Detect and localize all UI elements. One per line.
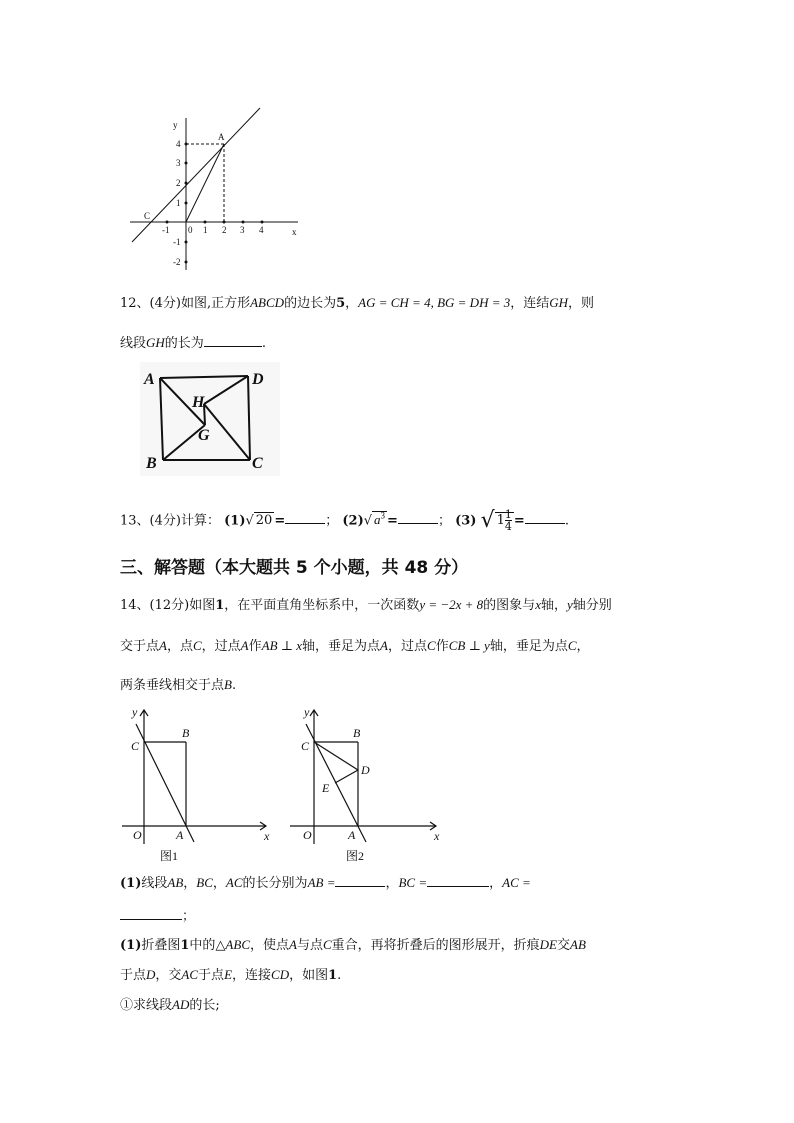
sub2-text: ，连接 (232, 968, 272, 983)
q13-eq: = (274, 513, 286, 529)
q13-part2: (2) (342, 513, 364, 529)
sub2-ac: AC (181, 967, 199, 982)
q12-answer-blank[interactable] (204, 333, 262, 347)
q14-text: ，过点 (201, 639, 241, 654)
q13-radicand3 (495, 508, 514, 534)
q14-text: . (231, 678, 237, 693)
q13-radicand2-base: a (374, 512, 381, 528)
q14-var: B (224, 677, 232, 692)
q12-five: 5 (336, 296, 346, 311)
sub2-text: 于点 (120, 968, 147, 983)
sub2-text: ，使点 (250, 938, 290, 953)
x-tick-2: 2 (222, 225, 227, 235)
sub1-text: ， (385, 876, 399, 891)
tick-dot (185, 162, 188, 165)
q14-text: 作 (248, 639, 262, 654)
fig2-b-label: B (353, 726, 361, 740)
sub2-text: 重合，再将折叠后的图形展开，折痕 (331, 938, 540, 953)
sub1-ab: AB (167, 875, 184, 890)
coordinate-graph (118, 100, 308, 275)
fig2-caption: 图2 (346, 849, 365, 863)
q13-number: 13、 (120, 513, 150, 529)
sub2-number: (1) (120, 938, 142, 953)
q14-perp-cb: CB ⊥ y (448, 638, 490, 653)
q13-radicand2-exp: 3 (380, 511, 386, 521)
q12-end: . (261, 336, 266, 351)
fig2-e-label: E (322, 781, 330, 795)
sub2-text: 交 (557, 938, 571, 953)
sub1-bc-blank[interactable] (427, 873, 489, 887)
q13-mixed-whole: 1 (496, 513, 505, 529)
q13-line (120, 502, 569, 535)
sub2-ab: AB (570, 937, 586, 952)
q14-perp-ab: AB ⊥ x (261, 638, 303, 653)
sub1-ac-eq: AC = (502, 875, 531, 890)
fig1-a-label: A (176, 828, 184, 842)
vertex-c: C (252, 455, 263, 472)
q12-text: ，连结 (510, 296, 550, 311)
q12-abcd: ABCD (250, 295, 285, 310)
q14-text: ，点 (166, 639, 193, 654)
point-a-label: A (218, 132, 225, 142)
fig2-o-label: O (303, 828, 312, 842)
y-tick-neg2: -2 (173, 257, 181, 267)
q14-text: ，过点 (388, 639, 428, 654)
q14-x: x (535, 597, 541, 612)
sub2-text: 折叠图 (141, 938, 181, 953)
tick-dot (185, 241, 188, 244)
sub2-triangle: △ABC (215, 937, 250, 952)
q12-text: ，则 (568, 296, 595, 311)
q14-number: 14、 (120, 598, 150, 613)
q13-part1: (1) (224, 513, 246, 529)
x-tick-3: 3 (240, 225, 245, 235)
sub2-text: ，如图 (289, 968, 329, 983)
sub1-bc-eq: BC = (398, 875, 428, 890)
sub2-cd: CD (271, 967, 290, 982)
sub2-text: 于点 (198, 968, 225, 983)
sqrt-icon: √ (363, 513, 373, 529)
q12-text: 的长为 (164, 336, 204, 351)
q14-text: 轴，垂足为点 (489, 639, 568, 654)
sub2-fig-ref: 1 (180, 938, 190, 953)
q13-fraction-den: 4 (504, 520, 512, 534)
y-axis-label: y (173, 120, 178, 130)
fig1-o-label: O (133, 828, 142, 842)
tick-dot (185, 261, 188, 264)
q14-text: ， (576, 639, 590, 654)
q13-part3: (3) (455, 513, 477, 529)
tick-dot (185, 202, 188, 205)
sub1-line2 (120, 906, 195, 926)
sub1-ab-blank[interactable] (335, 873, 385, 887)
vertex-a: A (144, 371, 155, 388)
x-tick-neg1: -1 (162, 225, 170, 235)
sub2-item1 (120, 996, 220, 1015)
sub1-text: ， (183, 876, 197, 891)
q12-number: 12、 (120, 296, 150, 311)
fig1-x-label: x (264, 829, 270, 843)
sqrt-icon: √ (245, 513, 254, 529)
y-tick-4: 4 (176, 139, 181, 149)
x-tick-0: 0 (188, 225, 193, 235)
vertex-d: D (252, 371, 264, 388)
q14-equation: y = −2x + 8 (419, 597, 484, 612)
tick-dot (166, 221, 169, 224)
sub1-end: ； (182, 909, 196, 924)
q13-answer-blank-2[interactable] (398, 510, 438, 524)
sub2-line1 (120, 936, 586, 955)
fig1-caption: 图1 (160, 849, 179, 863)
q12-line2 (120, 333, 266, 353)
q12-condition: AG = CH = 4, BG = DH = 3 (358, 295, 511, 310)
sub1-ac: AC (225, 875, 243, 890)
q14-line3 (120, 676, 236, 695)
q12-text: ， (345, 296, 359, 311)
point-g: G (198, 427, 210, 444)
q13-radicand2 (372, 511, 387, 527)
sub2-var: E (224, 967, 233, 982)
vertex-b: B (146, 455, 157, 472)
fig2-d-label: D (361, 763, 370, 777)
q12-text: 如图,正方形 (180, 296, 251, 311)
sub2-fig-ref: 1 (328, 968, 338, 983)
q13-end: . (564, 513, 569, 529)
sub1-ac-blank[interactable] (120, 906, 182, 920)
sub1-text: 的长分别为 (242, 876, 308, 891)
q14-text: 如图 (189, 598, 216, 613)
q14-line1 (120, 596, 612, 615)
sub2-item-text: ①求线段 (120, 998, 173, 1013)
q14-text: ，在平面直角坐标系中，一次函数 (224, 598, 420, 613)
sub2-var: A (289, 937, 297, 952)
y-tick-neg1: -1 (173, 237, 181, 247)
q14-fig-ref: 1 (215, 598, 225, 613)
fig2-y-label: y (304, 705, 310, 719)
fig1-c-label: C (131, 739, 140, 753)
q14-text: 两条垂线相交于点 (120, 678, 225, 693)
point-c-label: C (144, 211, 151, 221)
sub2-de: DE (539, 937, 558, 952)
sub1-line1 (120, 873, 531, 893)
square-figure (140, 362, 280, 476)
q13-fraction-num: 1 (504, 508, 512, 522)
sub2-item-text: 的长; (189, 998, 220, 1013)
fig2-segment-de (335, 770, 358, 783)
tick-dot (223, 221, 226, 224)
fig1-b-label: B (182, 726, 190, 740)
q12-score: (4分) (149, 296, 181, 311)
sqrt-icon: √ (480, 507, 495, 533)
q14-y: y (566, 597, 573, 612)
section-heading: 三、解答题（本大题共 5 个小题，共 48 分） (120, 558, 469, 578)
y-tick-1: 1 (176, 198, 181, 208)
q12-gh: GH (146, 335, 165, 350)
q12-line1 (120, 294, 594, 313)
segment-oa (186, 144, 224, 222)
q13-answer-blank-3[interactable] (525, 510, 565, 524)
y-tick-2: 2 (176, 178, 181, 188)
fig1-y-label: y (132, 705, 138, 719)
sub2-var: C (322, 937, 332, 952)
q13-sep: ； (325, 513, 339, 529)
q13-score: (4分) (149, 513, 181, 529)
q13-eq: = (387, 513, 398, 529)
q12-gh: GH (549, 295, 569, 310)
q14-var: C (427, 638, 436, 653)
sub1-number: (1) (120, 876, 142, 891)
q14-text: 轴分别 (572, 598, 612, 613)
fig2-a-label: A (348, 828, 356, 842)
y-tick-3: 3 (176, 158, 181, 168)
q14-text: 作 (435, 639, 449, 654)
q14-var: C (192, 638, 202, 653)
tick-dot (204, 221, 207, 224)
q13-label: 计算： (180, 513, 220, 529)
q14-var: A (240, 638, 249, 653)
q14-var: A (159, 638, 167, 653)
q14-var: A (380, 638, 388, 653)
q13-answer-blank-1[interactable] (285, 510, 325, 524)
point-h: H (192, 394, 205, 411)
q13-sep: ； (437, 513, 451, 529)
q14-text: 交于点 (120, 639, 160, 654)
sub2-line2 (120, 966, 341, 985)
q14-text: 轴， (540, 598, 567, 613)
sub1-ab-eq: AB = (307, 875, 336, 890)
sub2-ad: AD (172, 997, 190, 1012)
sub2-text: 中的 (189, 938, 216, 953)
q14-var: C (567, 638, 577, 653)
fig2-segment-cd (314, 742, 358, 770)
x-tick-4: 4 (259, 225, 264, 235)
q14-text: 轴，垂足为点 (302, 639, 381, 654)
figure-2 (286, 700, 454, 866)
x-axis-label: x (292, 227, 297, 237)
sub2-var: D (146, 967, 156, 982)
fig2-x-label: x (434, 829, 440, 843)
q14-text: 的图象与 (483, 598, 536, 613)
fig2-c-label: C (301, 739, 310, 753)
tick-dot (185, 182, 188, 185)
q13-radicand1: 20 (255, 513, 273, 529)
tick-dot (185, 143, 188, 146)
sub1-bc: BC (196, 875, 213, 890)
q14-score: (12分) (149, 598, 190, 613)
sub1-text: ， (212, 876, 226, 891)
q14-line2 (120, 637, 590, 656)
sub1-text: 线段 (141, 876, 168, 891)
tick-dot (242, 221, 245, 224)
sub2-text: 与点 (296, 938, 323, 953)
q12-text: 的边长为 (284, 296, 337, 311)
x-tick-1: 1 (203, 225, 208, 235)
sub2-text: . (337, 968, 342, 983)
tick-dot (261, 221, 264, 224)
figure-1 (116, 700, 284, 866)
q12-text: 线段 (120, 336, 147, 351)
sub2-text: ，交 (155, 968, 182, 983)
q13-eq: = (513, 513, 525, 529)
q13-fraction (505, 509, 512, 532)
sub1-text: ， (489, 876, 503, 891)
